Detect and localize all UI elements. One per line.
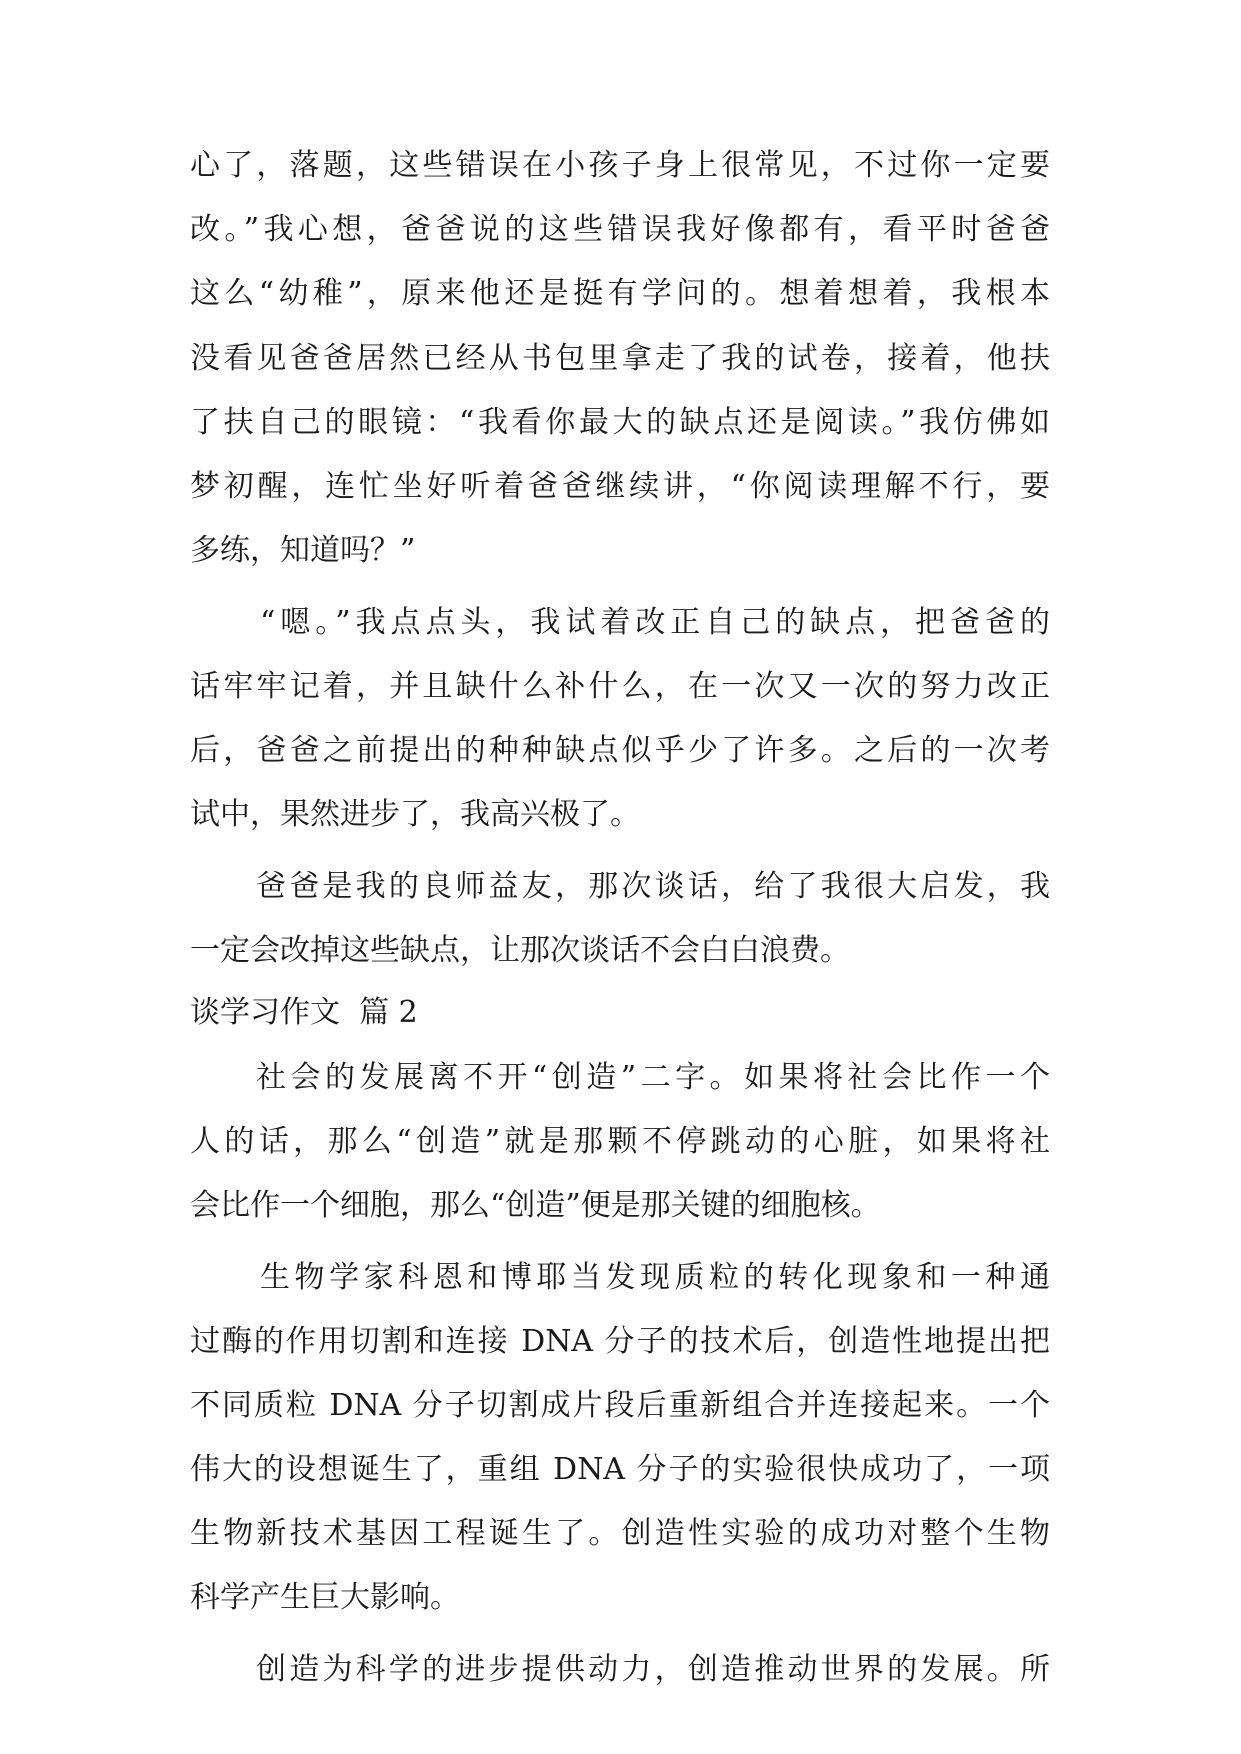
paragraph-start-line: 社会的发展离不开“创造”二字。如果将社会比作一个 [256,1060,1050,1095]
section-heading: 谈学习作文 篇 2 [190,995,418,1030]
text-line: 科学产生巨大影响。 [190,1580,460,1615]
text-line: 人的话，那么“创造”就是那颗不停跳动的心脏，如果将社 [190,1124,1050,1159]
text-line: 话牢牢记着，并且缺什么补什么，在一次又一次的努力改正 [190,669,1050,704]
text-line: 会比作一个细胞，那么“创造”便是那关键的细胞核。 [190,1188,881,1223]
text-line: 后，爸爸之前提出的种种缺点似乎少了许多。之后的一次考 [190,733,1050,768]
text-line: 了扶自己的眼镜：“我看你最大的缺点还是阅读。”我仿佛如 [190,405,1050,440]
text-line: 一定会改掉这些缺点，让那次谈话不会白白浪费。 [190,933,850,968]
text-line: 生物新技术基因工程诞生了。创造性实验的成功对整个生物 [190,1516,1050,1551]
text-line: 梦初醒，连忙坐好听着爸爸继续讲，“你阅读理解不行，要 [190,469,1050,504]
text-line: 过酶的作用切割和连接 DNA 分子的技术后，创造性地提出把 [190,1324,1050,1359]
text-line: 伟大的设想诞生了，重组 DNA 分子的实验很快成功了，一项 [190,1452,1050,1487]
text-line: 这么“幼稚”，原来他还是挺有学问的。想着想着，我根本 [190,276,1050,311]
paragraph-start-line: 创造为科学的进步提供动力，创造推动世界的发展。所 [256,1652,1050,1687]
paragraph-start-line: 生物学家科恩和博耶当发现质粒的转化现象和一种通 [260,1260,1050,1295]
text-line: 改。”我心想，爸爸说的这些错误我好像都有，看平时爸爸 [190,212,1050,247]
paragraph-start-line: “嗯。”我点点头，我试着改正自己的缺点，把爸爸的 [260,605,1050,640]
text-line: 心了，落题，这些错误在小孩子身上很常见，不过你一定要 [190,148,1050,183]
text-line: 试中，果然进步了，我高兴极了。 [190,797,640,832]
text-line: 多练，知道吗？” [190,533,416,568]
paragraph-start-line: 爸爸是我的良师益友，那次谈话，给了我很大启发，我 [256,869,1050,904]
text-line: 没看见爸爸居然已经从书包里拿走了我的试卷，接着，他扶 [190,341,1050,376]
text-line: 不同质粒 DNA 分子切割成片段后重新组合并连接起来。一个 [190,1388,1050,1423]
